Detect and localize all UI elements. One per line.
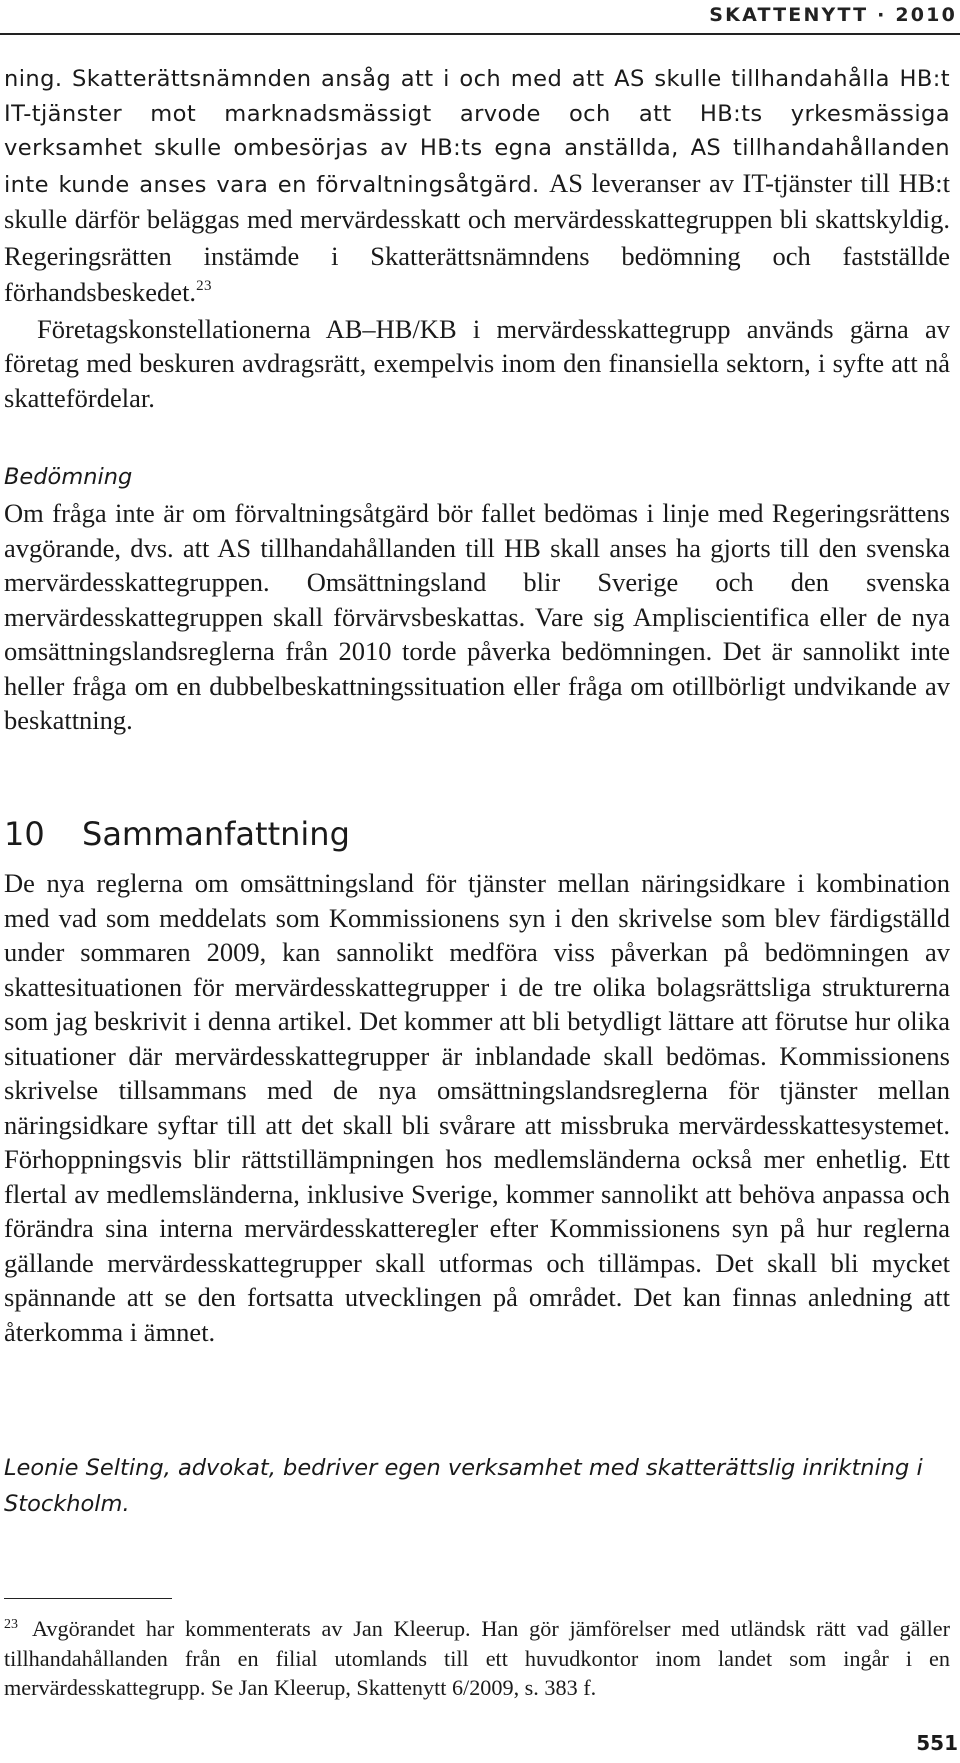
- footnote-reference: 23: [196, 278, 212, 294]
- footnote-number: 23: [4, 1617, 18, 1632]
- bedomning-block: [4, 496, 950, 738]
- section-heading: [4, 814, 350, 854]
- continued-paragraph-block: [4, 62, 950, 415]
- summary-block: [4, 866, 950, 1349]
- continued-line-4: inte kunde anses vara en förvaltningsåtgärd.: [4, 171, 540, 198]
- continued-line-3: verksamhet skulle ombesörjas av HB:ts egna anställda, AS tillhandahållanden: [4, 135, 950, 161]
- continued-line-2: HB:t IT-tjänster mot marknadsmässigt arvode och att HB:ts yrkesmässiga: [4, 66, 950, 127]
- section-number: 10: [4, 815, 45, 853]
- footnote-divider: [4, 1598, 172, 1599]
- footnote-23: [4, 1614, 950, 1703]
- continued-line-1: ning. Skatterättsnämnden ansåg att i och med att AS skulle tillhandahålla: [4, 66, 890, 92]
- section-title: Sammanfattning: [82, 815, 350, 853]
- paragraph-company-structures: Företagskonstellationerna AB–HB/KB i mervärdesskattegrupp används gärna av företag med beskuren avdragsrätt, exempelvis inom den finansiella sektorn, i syfte att nå skattefördelar.: [4, 313, 950, 413]
- bedomning-paragraph: Om fråga inte är om förvaltningsåtgärd bör fallet bedömas i linje med Regeringsrättens avgörande, dvs. att AS tillhandahållanden till HB skall anses ha gjorts till den svenska mervärdesskattegruppen. Omsättningsland blir Sverige och den svenska mervärdesskattegruppen skall förvärvsbeskattas. Vare sig Ampliscientifica eller de nya omsättningslandsreglerna från 2010 torde påverka bedömningen. Det är sannolikt inte heller fråga om en dubbelbeskattningssituation eller fråga om otillbörligt undvikande av beskattning.: [4, 498, 950, 735]
- footnote-text: Avgörandet har kommenterats av Jan Kleerup. Han gör jämförelser med utländsk rätt vad gäller tillhandahållanden från en filial utomlands till ett huvudkontor inom landet som ingår i en mervärdesskattegrupp. Se Jan Kleerup, Skattenytt 6/2009, s. 383 f.: [4, 1616, 950, 1700]
- author-note: Leonie Selting, advokat, bedriver egen verksamhet med skatterättslig inriktning i Stockholm.: [4, 1455, 923, 1517]
- continued-paragraph: [4, 62, 950, 312]
- header-divider: [0, 33, 960, 35]
- continued-text-rest: AS leveranser av IT-tjänster till HB:t skulle därför beläggas med mervärdesskatt och mervärdesskattegruppen bli skattskyldig. Regeringsrätten instämde i Skatterättsnämndens bedömning och fastställde förhandsbeskedet.: [4, 167, 950, 307]
- page-number: 551: [916, 1731, 958, 1755]
- running-head: SKATTENYTT · 2010: [709, 4, 957, 26]
- subheading-bedomning: Bedömning: [4, 464, 133, 490]
- summary-paragraph: De nya reglerna om omsättningsland för tjänster mellan näringsidkare i kombination med vad som meddelats som Kommissionens syn i den skrivelse som blev färdigställd under sommaren 2009, kan sannolikt medföra viss påverkan på bedömningen av skattesituationen för mervärdesskattegrupper i de tre olika bolagsrättsliga strukturerna som jag beskrivit i denna artikel. Det kommer att bli betydligt lättare att förutse hur olika situationer där mervärdesskattegrupper är inblandade skall bedömas. Kommissionens skrivelse tillsammans med de nya omsättningslandsreglerna för tjänster mellan näringsidkare syftar till att det skall bli svårare att missbruka mervärdesskattesystemet. Förhoppningsvis blir rättstillämpningen hos medlemsländerna också mer enhetlig. Ett flertal av medlemsländerna, inklusive Sverige, kommer sannolikt att behöva anpassa och förändra sina interna mervärdesskatteregler efter Kommissionens syn på hur reglerna gällande mervärdesskattegrupper skall utformas och tillämpas. Det skall bli mycket spännande att se den fortsatta utvecklingen på området. Det kan finnas anledning att återkomma i ämnet.: [4, 868, 950, 1347]
